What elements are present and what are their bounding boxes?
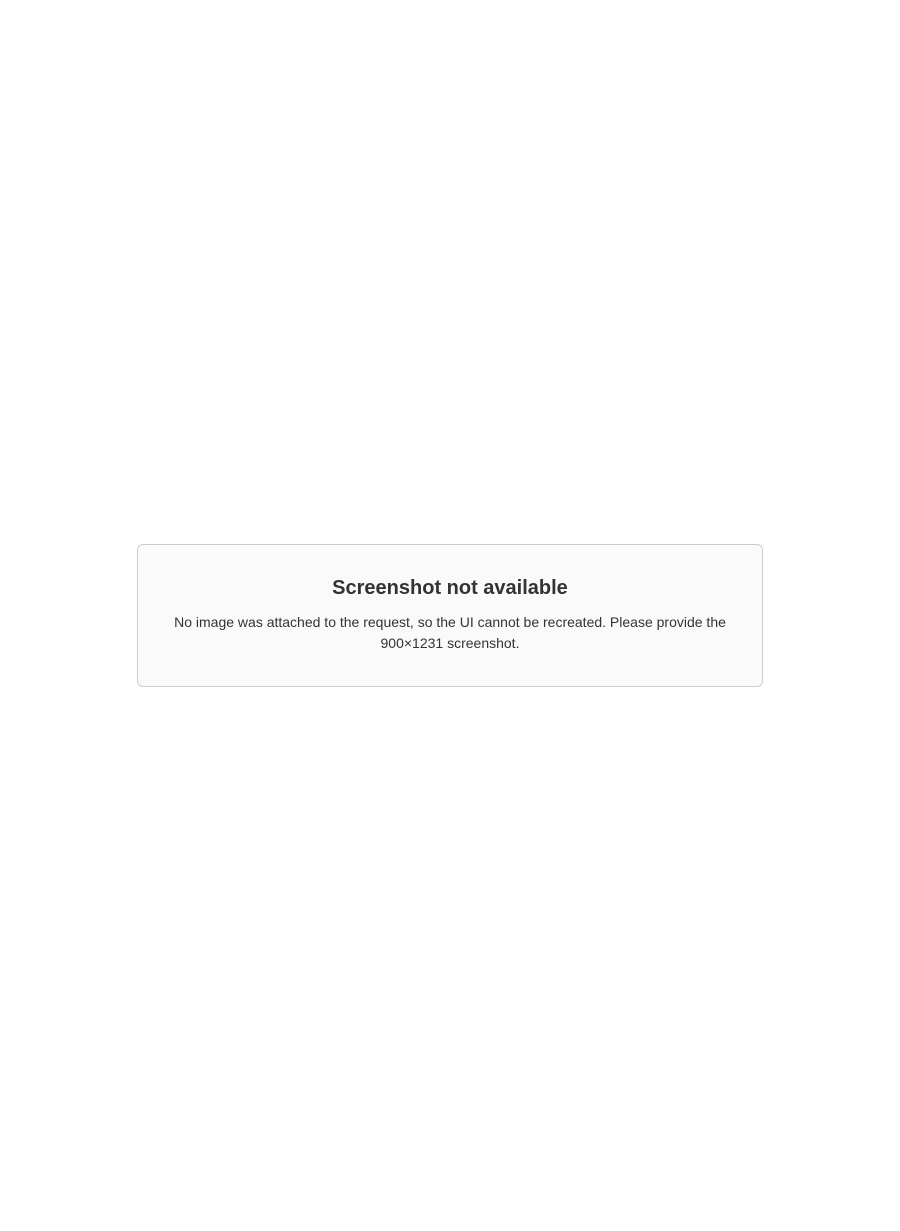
missing-image-notice (137, 544, 763, 687)
notice-body: No image was attached to the request, so the UI cannot be recreated. Please provide the 900×1231 screenshot. (174, 614, 726, 651)
notice-title: Screenshot not available (332, 577, 568, 599)
